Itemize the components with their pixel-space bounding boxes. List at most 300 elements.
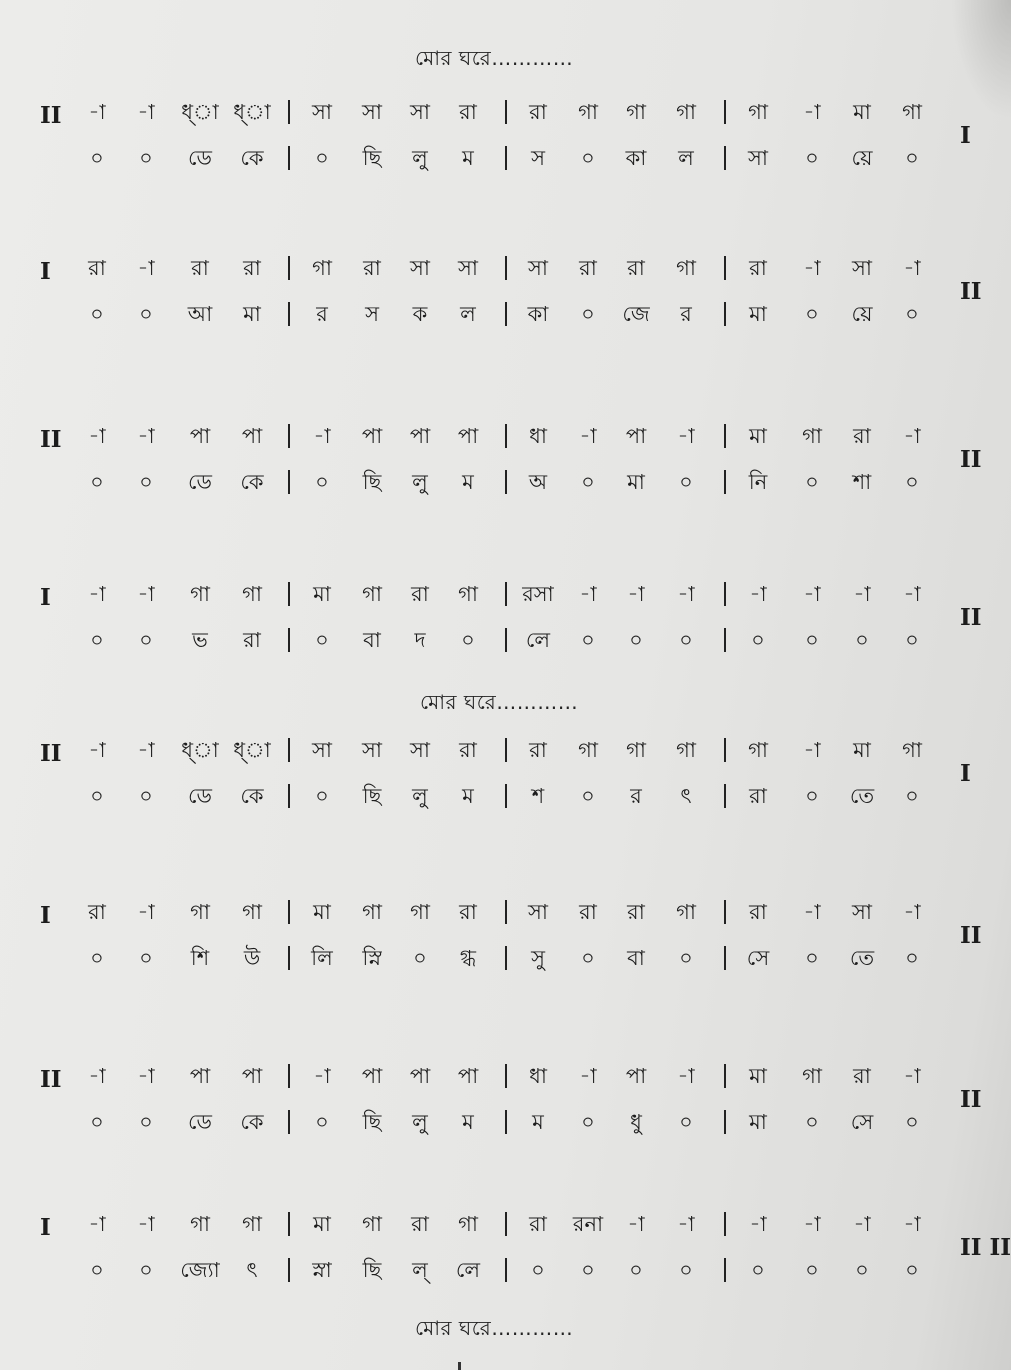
lyric-syllable: ০ xyxy=(805,302,819,326)
lyric-syllable: ০ xyxy=(90,470,104,494)
swara-note: গা xyxy=(242,900,262,924)
lyric-syllable: ০ xyxy=(581,1110,595,1134)
lyric-syllable: গ্ধ xyxy=(460,946,476,970)
lyric-syllable: ০ xyxy=(461,628,475,652)
start-barline-marker: I xyxy=(40,902,51,929)
measure-divider xyxy=(724,1064,726,1088)
lyric-syllable: ০ xyxy=(805,628,819,652)
end-barline-marker: II xyxy=(960,278,982,305)
lyric-syllable: ছি xyxy=(362,1110,382,1134)
measure-divider xyxy=(505,582,507,606)
swara-note: গা xyxy=(578,738,598,762)
end-barline-marker: I xyxy=(960,122,971,149)
lyric-syllable: ০ xyxy=(581,784,595,808)
lyric-syllable: জে xyxy=(622,302,650,326)
lyric-syllable: য়ে xyxy=(851,302,873,326)
swara-note: -া xyxy=(88,582,106,606)
swara-note: গা xyxy=(190,1212,210,1236)
measure-divider xyxy=(724,784,726,808)
lyric-syllable: ০ xyxy=(629,1258,643,1282)
lyric-syllable: তে xyxy=(849,946,875,970)
swara-note: সা xyxy=(362,100,382,124)
lyric-syllable: লু xyxy=(412,784,428,808)
swara-note: পা xyxy=(457,1064,479,1088)
swara-note: মা xyxy=(749,424,767,448)
measure-divider xyxy=(724,256,726,280)
swara-note: -া xyxy=(313,1064,331,1088)
swara-note: -া xyxy=(803,900,821,924)
measure-divider xyxy=(288,582,290,606)
measure-divider xyxy=(724,100,726,124)
lyric-syllable: ০ xyxy=(751,1258,765,1282)
swara-note: মা xyxy=(853,738,871,762)
swara-note: রসা xyxy=(522,582,554,606)
lyric-syllable: ০ xyxy=(905,628,919,652)
lyric-syllable: ০ xyxy=(805,1258,819,1282)
measure-divider xyxy=(288,784,290,808)
swara-note: -া xyxy=(627,582,645,606)
lyric-syllable: ০ xyxy=(90,628,104,652)
swara-note: মা xyxy=(313,1212,331,1236)
lyric-syllable: স xyxy=(531,146,545,170)
swara-note: পা xyxy=(409,424,431,448)
swara-note: সা xyxy=(312,100,332,124)
measure-divider xyxy=(505,1212,507,1236)
swara-note: গা xyxy=(458,1212,478,1236)
lyric-syllable: ০ xyxy=(905,1110,919,1134)
swara-note: গা xyxy=(410,900,430,924)
swara-note: পা xyxy=(625,1064,647,1088)
lyric-syllable: শি xyxy=(190,946,210,970)
swara-note: মা xyxy=(313,900,331,924)
swara-note: পা xyxy=(457,424,479,448)
lyric-syllable: ০ xyxy=(90,784,104,808)
refrain-label: মোর ঘরে………… xyxy=(420,690,579,714)
lyric-syllable: র xyxy=(630,784,642,808)
lyric-syllable: ল্ xyxy=(412,1258,428,1282)
swara-note: পা xyxy=(189,1064,211,1088)
measure-divider xyxy=(288,146,290,170)
swara-note: গা xyxy=(190,900,210,924)
swara-note: গা xyxy=(626,738,646,762)
end-barline-marker: II II xyxy=(960,1234,1011,1261)
swara-note: ধা xyxy=(529,1064,547,1088)
lyric-syllable: ০ xyxy=(679,946,693,970)
lyric-syllable: স xyxy=(365,302,379,326)
lyric-syllable: ০ xyxy=(805,470,819,494)
swara-note: গা xyxy=(190,582,210,606)
swara-note: মা xyxy=(313,582,331,606)
swara-note: ধ্া xyxy=(233,738,271,762)
measure-divider xyxy=(724,424,726,448)
lyric-syllable: ০ xyxy=(905,470,919,494)
measure-divider xyxy=(288,1258,290,1282)
measure-divider xyxy=(505,1258,507,1282)
measure-divider xyxy=(724,900,726,924)
lyric-syllable: মা xyxy=(749,302,767,326)
lyric-syllable: ম xyxy=(462,784,474,808)
lyric-syllable: ০ xyxy=(679,470,693,494)
lyric-syllable: ০ xyxy=(805,946,819,970)
lyric-syllable: ০ xyxy=(139,470,153,494)
lyric-syllable: ০ xyxy=(905,1258,919,1282)
measure-divider xyxy=(505,1110,507,1134)
measure-divider xyxy=(505,784,507,808)
lyric-syllable: সে xyxy=(850,1110,874,1134)
swara-note: -া xyxy=(137,582,155,606)
lyric-syllable: রা xyxy=(749,784,767,808)
lyric-syllable: ম xyxy=(462,470,474,494)
swara-note: গা xyxy=(902,738,922,762)
lyric-syllable: কা xyxy=(625,146,647,170)
lyric-syllable: কে xyxy=(240,784,264,808)
start-barline-marker: II xyxy=(40,426,62,453)
measure-divider xyxy=(724,1212,726,1236)
swara-note: সা xyxy=(410,738,430,762)
swara-note: -া xyxy=(579,424,597,448)
lyric-syllable: ধু xyxy=(630,1110,642,1134)
lyric-syllable: মা xyxy=(243,302,261,326)
swara-note: -া xyxy=(88,738,106,762)
measure-divider xyxy=(288,424,290,448)
lyric-syllable: ০ xyxy=(905,784,919,808)
measure-divider xyxy=(724,302,726,326)
swara-note: পা xyxy=(361,424,383,448)
measure-divider xyxy=(505,628,507,652)
lyric-syllable: ছি xyxy=(362,784,382,808)
swara-note: -া xyxy=(88,1064,106,1088)
lyric-syllable: ম xyxy=(462,146,474,170)
swara-note: -া xyxy=(137,1212,155,1236)
measure-divider xyxy=(724,470,726,494)
measure-divider xyxy=(505,302,507,326)
lyric-syllable: সা xyxy=(748,146,768,170)
page-number-fragment xyxy=(458,1362,461,1370)
lyric-syllable: য়ে xyxy=(851,146,873,170)
swara-note: -া xyxy=(903,256,921,280)
swara-note: রা xyxy=(579,900,597,924)
lyric-syllable: ০ xyxy=(805,146,819,170)
lyric-syllable: উ xyxy=(243,946,261,970)
lyric-syllable: ০ xyxy=(315,470,329,494)
swara-note: সা xyxy=(458,256,478,280)
end-barline-marker: I xyxy=(960,760,971,787)
lyric-syllable: ডে xyxy=(188,146,212,170)
lyric-syllable: ছি xyxy=(362,1258,382,1282)
swara-note: -া xyxy=(903,424,921,448)
swara-note: গা xyxy=(748,738,768,762)
lyric-syllable: মা xyxy=(749,1110,767,1134)
lyric-syllable: ০ xyxy=(315,628,329,652)
lyric-syllable: ০ xyxy=(315,784,329,808)
lyric-syllable: কে xyxy=(240,1110,264,1134)
swara-note: -া xyxy=(903,1212,921,1236)
lyric-syllable: কে xyxy=(240,470,264,494)
measure-divider xyxy=(505,946,507,970)
swara-note: রা xyxy=(191,256,209,280)
measure-divider xyxy=(288,256,290,280)
swara-note: রা xyxy=(853,424,871,448)
swara-note: গা xyxy=(362,900,382,924)
swara-note: -া xyxy=(803,256,821,280)
lyric-syllable: ০ xyxy=(315,1110,329,1134)
swara-note: রা xyxy=(529,738,547,762)
lyric-syllable: র xyxy=(680,302,692,326)
swara-note: -া xyxy=(137,900,155,924)
notation-line xyxy=(0,100,1011,190)
swara-note: গা xyxy=(676,256,696,280)
swara-note: ধা xyxy=(529,424,547,448)
lyric-syllable: ম xyxy=(532,1110,544,1134)
measure-divider xyxy=(505,100,507,124)
swara-note: রা xyxy=(459,900,477,924)
lyric-syllable: কে xyxy=(240,146,264,170)
lyric-syllable: ০ xyxy=(90,946,104,970)
lyric-syllable: ছি xyxy=(362,470,382,494)
end-barline-marker: II xyxy=(960,446,982,473)
swara-note: রা xyxy=(627,256,645,280)
measure-divider xyxy=(288,1110,290,1134)
swara-note: -া xyxy=(853,1212,871,1236)
lyric-syllable: শা xyxy=(852,470,872,494)
lyric-syllable: বা xyxy=(363,628,381,652)
swara-note: গা xyxy=(902,100,922,124)
lyric-syllable: দ xyxy=(414,628,426,652)
swara-note: রা xyxy=(749,256,767,280)
swara-note: গা xyxy=(626,100,646,124)
swara-note: গা xyxy=(578,100,598,124)
lyric-syllable: ০ xyxy=(805,1110,819,1134)
lyric-syllable: ০ xyxy=(90,1258,104,1282)
swara-note: -া xyxy=(579,582,597,606)
lyric-syllable: ৎ xyxy=(246,1258,258,1282)
swara-note: -া xyxy=(803,100,821,124)
lyric-syllable: ০ xyxy=(679,1258,693,1282)
swara-note: -া xyxy=(137,738,155,762)
swara-note: -া xyxy=(137,424,155,448)
swara-note: -া xyxy=(749,582,767,606)
swara-note: -া xyxy=(853,582,871,606)
lyric-syllable: লে xyxy=(525,628,551,652)
measure-divider xyxy=(505,1064,507,1088)
swara-note: -া xyxy=(903,582,921,606)
swara-note: সা xyxy=(410,256,430,280)
notation-line xyxy=(0,256,1011,346)
lyric-syllable: সু xyxy=(531,946,545,970)
measure-divider xyxy=(288,946,290,970)
lyric-syllable: ০ xyxy=(855,628,869,652)
swara-note: রা xyxy=(459,100,477,124)
measure-divider xyxy=(724,946,726,970)
swara-note: সা xyxy=(528,900,548,924)
measure-divider xyxy=(288,470,290,494)
lyric-syllable: ভ xyxy=(192,628,208,652)
lyric-syllable: ০ xyxy=(751,628,765,652)
start-barline-marker: II xyxy=(40,740,62,767)
swara-note: রা xyxy=(88,900,106,924)
measure-divider xyxy=(724,1110,726,1134)
lyric-syllable: ০ xyxy=(805,784,819,808)
lyric-syllable: ডে xyxy=(188,470,212,494)
lyric-syllable: ল xyxy=(678,146,694,170)
swara-note: গা xyxy=(748,100,768,124)
swara-note: রা xyxy=(529,100,547,124)
swara-note: -া xyxy=(88,1212,106,1236)
lyric-syllable: আ xyxy=(187,302,213,326)
swara-note: -া xyxy=(903,900,921,924)
end-barline-marker: II xyxy=(960,604,982,631)
swara-note: -া xyxy=(749,1212,767,1236)
swara-note: -া xyxy=(88,100,106,124)
swara-note: রনা xyxy=(572,1212,604,1236)
measure-divider xyxy=(505,470,507,494)
lyric-syllable: তে xyxy=(849,784,875,808)
measure-divider xyxy=(505,256,507,280)
start-barline-marker: II xyxy=(40,102,62,129)
lyric-syllable: ০ xyxy=(139,946,153,970)
lyric-syllable: ০ xyxy=(139,302,153,326)
swara-note: ধ্া xyxy=(181,738,219,762)
swara-note: -া xyxy=(677,582,695,606)
lyric-syllable: লে xyxy=(455,1258,481,1282)
swara-note: গা xyxy=(802,424,822,448)
swara-note: রা xyxy=(88,256,106,280)
end-barline-marker: II xyxy=(960,1086,982,1113)
swara-note: গা xyxy=(242,582,262,606)
lyric-syllable: ০ xyxy=(139,1110,153,1134)
lyric-syllable: ০ xyxy=(531,1258,545,1282)
start-barline-marker: I xyxy=(40,1214,51,1241)
swara-note: রা xyxy=(411,1212,429,1236)
lyric-syllable: ০ xyxy=(679,1110,693,1134)
swara-note: পা xyxy=(241,424,263,448)
measure-divider xyxy=(288,900,290,924)
swara-note: রা xyxy=(363,256,381,280)
swara-note: -া xyxy=(903,1064,921,1088)
measure-divider xyxy=(505,738,507,762)
lyric-syllable: ছি xyxy=(362,146,382,170)
swara-note: পা xyxy=(409,1064,431,1088)
measure-divider xyxy=(288,738,290,762)
swara-note: -া xyxy=(677,1064,695,1088)
lyric-syllable: ০ xyxy=(139,784,153,808)
lyric-syllable: স্নি xyxy=(362,946,382,970)
swara-note: -া xyxy=(803,1212,821,1236)
lyric-syllable: ০ xyxy=(139,628,153,652)
swara-note: -া xyxy=(803,582,821,606)
notation-line xyxy=(0,1212,1011,1302)
lyric-syllable: ডে xyxy=(188,1110,212,1134)
measure-divider xyxy=(724,738,726,762)
swara-note: পা xyxy=(361,1064,383,1088)
lyric-syllable: ০ xyxy=(629,628,643,652)
swara-note: রা xyxy=(459,738,477,762)
lyric-syllable: ০ xyxy=(315,146,329,170)
lyric-syllable: র xyxy=(316,302,328,326)
notation-line xyxy=(0,900,1011,990)
swara-note: রা xyxy=(627,900,645,924)
lyric-syllable: ম xyxy=(462,1110,474,1134)
lyric-syllable: ০ xyxy=(905,146,919,170)
measure-divider xyxy=(288,628,290,652)
swara-note: সা xyxy=(362,738,382,762)
lyric-syllable: রা xyxy=(243,628,261,652)
lyric-syllable: ০ xyxy=(90,302,104,326)
measure-divider xyxy=(724,582,726,606)
swara-note: -া xyxy=(88,424,106,448)
measure-divider xyxy=(724,628,726,652)
swara-note: -া xyxy=(579,1064,597,1088)
measure-divider xyxy=(288,100,290,124)
swara-note: সা xyxy=(410,100,430,124)
lyric-syllable: ০ xyxy=(90,146,104,170)
swara-note: -া xyxy=(627,1212,645,1236)
swara-note: গা xyxy=(458,582,478,606)
notation-line xyxy=(0,582,1011,672)
swara-note: -া xyxy=(137,1064,155,1088)
measure-divider xyxy=(505,146,507,170)
lyric-syllable: ০ xyxy=(581,946,595,970)
swara-note: রা xyxy=(411,582,429,606)
swara-note: গা xyxy=(676,100,696,124)
refrain-label: মোর ঘরে………… xyxy=(415,46,574,70)
swara-note: রা xyxy=(529,1212,547,1236)
lyric-syllable: ডে xyxy=(188,784,212,808)
lyric-syllable: সে xyxy=(746,946,770,970)
lyric-syllable: ০ xyxy=(679,628,693,652)
swara-note: -া xyxy=(137,256,155,280)
lyric-syllable: ০ xyxy=(581,1258,595,1282)
lyric-syllable: বা xyxy=(627,946,645,970)
swara-note: গা xyxy=(362,1212,382,1236)
lyric-syllable: জ্যো xyxy=(180,1258,220,1282)
lyric-syllable: লু xyxy=(412,470,428,494)
lyric-syllable: ০ xyxy=(581,470,595,494)
lyric-syllable: মা xyxy=(627,470,645,494)
end-barline-marker: II xyxy=(960,922,982,949)
swara-note: -া xyxy=(137,100,155,124)
swara-note: পা xyxy=(189,424,211,448)
swara-note: রা xyxy=(579,256,597,280)
lyric-syllable: ০ xyxy=(413,946,427,970)
notation-line xyxy=(0,738,1011,828)
measure-divider xyxy=(288,1064,290,1088)
lyric-syllable: ক xyxy=(412,302,428,326)
start-barline-marker: I xyxy=(40,258,51,285)
swara-note: রা xyxy=(243,256,261,280)
lyric-syllable: ০ xyxy=(581,628,595,652)
swara-note: রা xyxy=(749,900,767,924)
swara-note: গা xyxy=(362,582,382,606)
swara-note: সা xyxy=(312,738,332,762)
lyric-syllable: ০ xyxy=(905,946,919,970)
lyric-syllable: ০ xyxy=(581,146,595,170)
start-barline-marker: I xyxy=(40,584,51,611)
swara-note: পা xyxy=(241,1064,263,1088)
lyric-syllable: কা xyxy=(527,302,549,326)
lyric-syllable: শ xyxy=(531,784,545,808)
swara-note: -া xyxy=(803,738,821,762)
swara-note: সা xyxy=(528,256,548,280)
lyric-syllable: লি xyxy=(311,946,333,970)
start-barline-marker: II xyxy=(40,1066,62,1093)
lyric-syllable: লু xyxy=(412,1110,428,1134)
swara-note: গা xyxy=(242,1212,262,1236)
swara-note: মা xyxy=(749,1064,767,1088)
lyric-syllable: ০ xyxy=(139,146,153,170)
swara-note: গা xyxy=(802,1064,822,1088)
swara-note: ধ্া xyxy=(233,100,271,124)
